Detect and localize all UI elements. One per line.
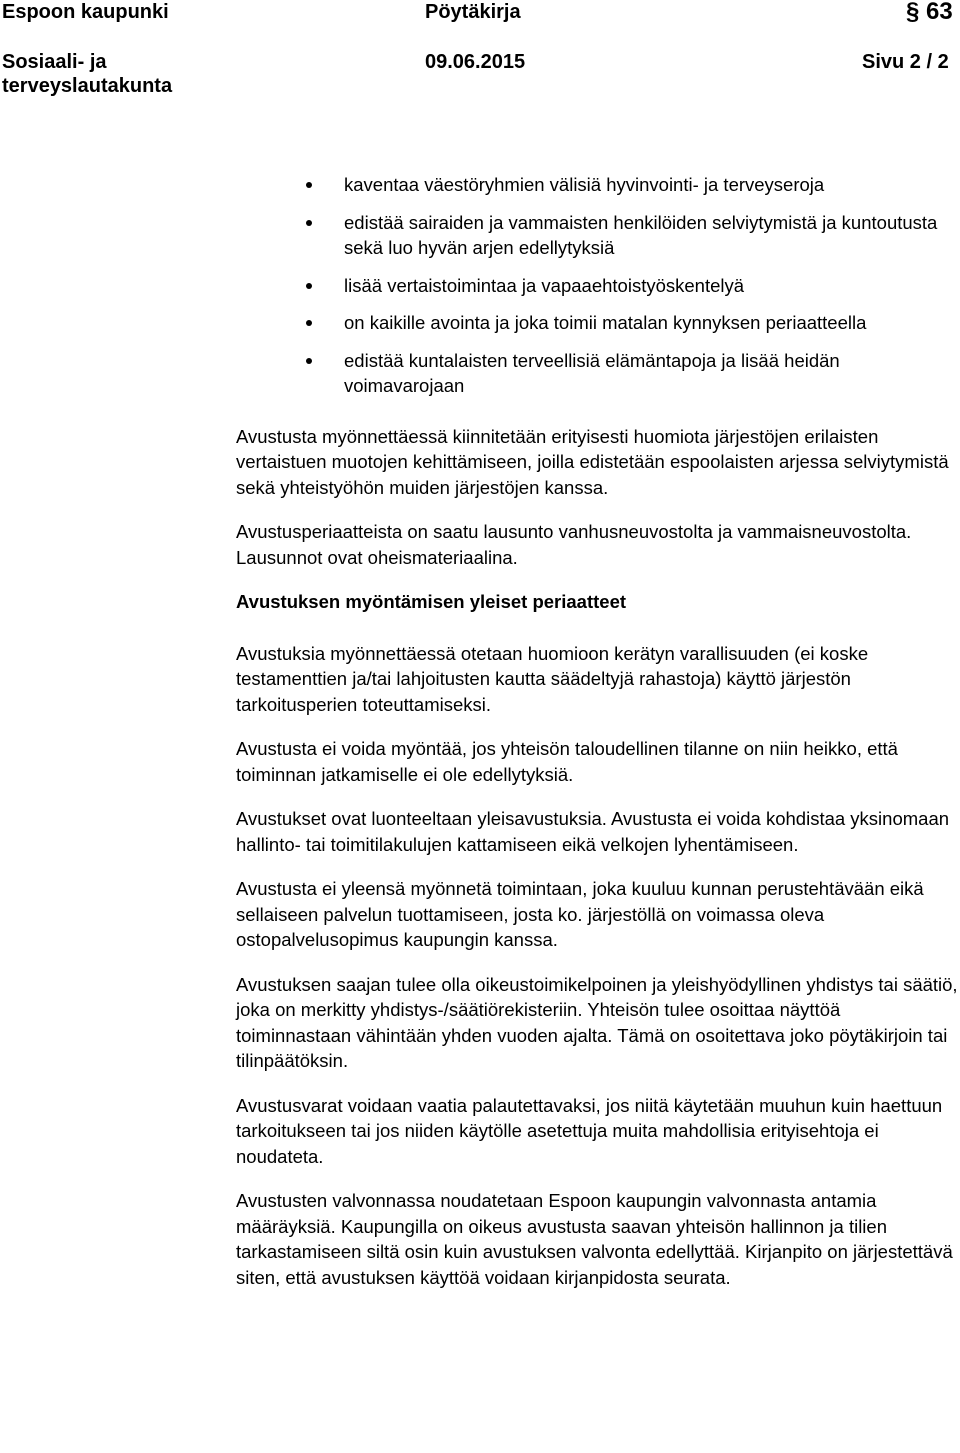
board-name: Sosiaali- ja terveyslautakunta: [2, 51, 173, 97]
paragraph: Avustusperiaatteista on saatu lausunto vanhusneuvostolta ja vammaisneuvostolta. Lausunnot ovat oheismateriaalina.: [236, 521, 912, 568]
bullet-icon: [306, 320, 312, 326]
paragraph: Avustukset ovat luonteeltaan yleisavustuksia. Avustusta ei voida kohdistaa yksinomaan hallinto- tai toimitilakulujen kattamiseen eikä velkojen lyhentämiseen.: [236, 808, 950, 855]
section-heading: Avustuksen myöntämisen yleiset periaatteet: [236, 591, 627, 612]
document-type: Pöytäkirja: [425, 1, 521, 23]
list-item-text: on kaikille avointa ja joka toimii matalan kynnyksen periaatteella: [344, 312, 867, 333]
bullet-icon: [306, 283, 312, 289]
list-item: [344, 348, 958, 399]
bullet-icon: [306, 182, 312, 188]
section-number: § 63: [906, 0, 953, 25]
list-item: [344, 172, 958, 198]
paragraph: Avustusvarat voidaan vaatia palautettavaksi, jos niitä käytetään muuhun kuin haettuun tarkoitukseen tai jos niiden käytölle asetettuja muita mahdollisia erityisehtoja ei noudateta.: [236, 1094, 943, 1167]
paragraph: Avustuksia myönnettäessä otetaan huomioon kerätyn varallisuuden (ei koske testamenttien ja/tai lahjoitusten kautta säädeltyjä rahastoja) käyttö järjestön tarkoitusperien toteuttamiseksi.: [236, 642, 869, 715]
list-item: [344, 273, 958, 299]
organization-name: Espoon kaupunki: [2, 1, 169, 23]
list-item-text: edistää sairaiden ja vammaisten henkilöiden selviytymistä ja kuntoutusta sekä luo hyvän arjen edellytyksiä: [344, 211, 938, 258]
paragraph: Avustuksen saajan tulee olla oikeustoimikelpoinen ja yleishyödyllinen yhdistys tai säätiö, joka on merkitty yhdistys-/säätiörekisteriin. Yhteisön tulee osoittaa näyttöä toiminnastaan vähintään yhden vuoden ajalta. Tämä on osoitettava joko pöytäkirjoin tai tilinpäätöksin.: [236, 973, 958, 1071]
list-item: [344, 310, 958, 336]
list-item: [344, 210, 958, 261]
page-number: Sivu 2 / 2: [862, 51, 949, 73]
list-item-text: kaventaa väestöryhmien välisiä hyvinvointi- ja terveyseroja: [344, 174, 825, 195]
document-body: [236, 172, 958, 1309]
bullet-icon: [306, 220, 312, 226]
list-item-text: edistää kuntalaisten terveellisiä elämäntapoja ja lisää heidän voimavarojaan: [344, 349, 840, 396]
paragraph: Avustusta myönnettäessä kiinnitetään erityisesti huomiota järjestöjen erilaisten vertaistuen muotojen kehittämiseen, joilla edistetään espoolaisten arjessa selviytymistä sekä yhteistyöhön muiden järjestöjen kanssa.: [236, 425, 949, 498]
bullet-icon: [306, 358, 312, 364]
list-item-text: lisää vertaistoimintaa ja vapaaehtoistyöskentelyä: [344, 274, 745, 296]
paragraph: Avustusta ei yleensä myönnetä toimintaan, joka kuuluu kunnan perustehtävään eikä sellaiseen palvelun tuottamiseen, josta ko. järjestöllä on voimassa oleva ostopalvelusopimus kaupungin kanssa.: [236, 878, 924, 950]
meeting-date: 09.06.2015: [425, 51, 526, 73]
criteria-list: [344, 172, 958, 399]
paragraph: Avustusta ei voida myöntää, jos yhteisön taloudellinen tilanne on niin heikko, että toiminnan jatkamiselle ei ole edellytyksiä.: [236, 738, 898, 785]
paragraph: Avustusten valvonnassa noudatetaan Espoon kaupungin valvonnasta antamia määräyksiä. Kaupungilla on oikeus avustusta saavan yhteisön hallinnon ja tilien tarkastamiseen siltä osin kuin avustuksen valvonta edellyttää. Kirjanpito on järjestettävä siten, että avustuksen käyttöä voidaan kirjanpidosta seurata.: [236, 1190, 953, 1288]
